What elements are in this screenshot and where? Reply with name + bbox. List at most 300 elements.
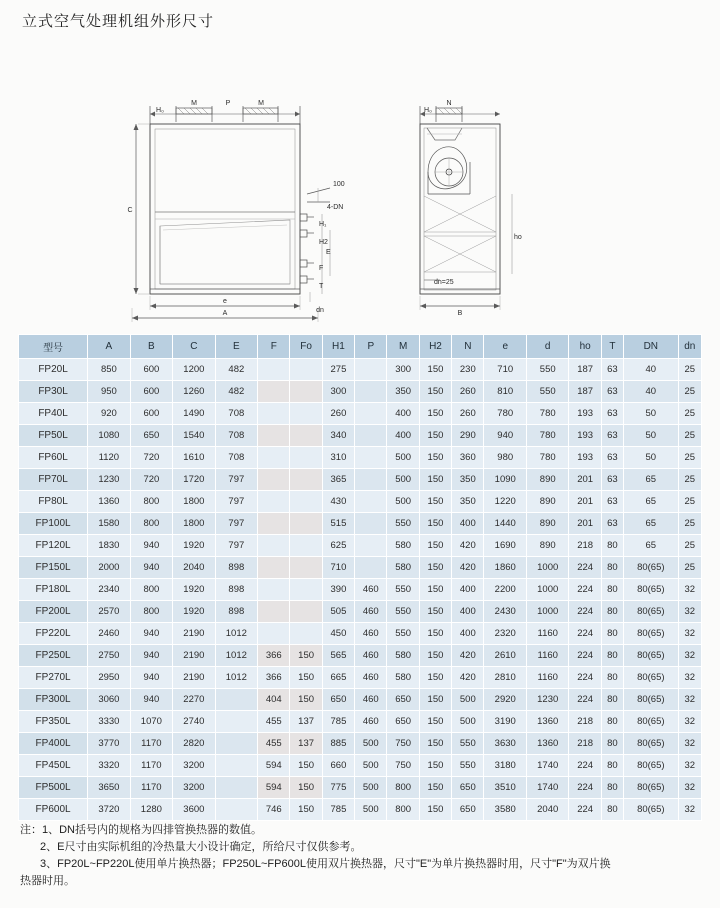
cell-dn: 80(65): [624, 755, 679, 777]
cell-e: 482: [215, 381, 257, 403]
cell-ho: 193: [569, 447, 601, 469]
cell-f: 594: [258, 755, 290, 777]
label-dn-front: dn: [316, 307, 324, 314]
cell-ho: 224: [569, 777, 601, 799]
cell-m: 500: [387, 491, 419, 513]
cell-e: 708: [215, 403, 257, 425]
cell-model: FP180L: [19, 579, 88, 601]
cell-ho: 224: [569, 689, 601, 711]
cell-b: 800: [130, 601, 172, 623]
cell-fo: [290, 513, 322, 535]
col-header-dn-small: dn: [678, 335, 701, 359]
cell-n: 400: [452, 579, 484, 601]
cell-model: FP70L: [19, 469, 88, 491]
cell-a: 1830: [88, 535, 130, 557]
table-row: [19, 755, 702, 777]
label-c: C: [127, 207, 133, 214]
cell-h2: 150: [419, 381, 451, 403]
cell-p: [355, 359, 387, 381]
cell-e: 2610: [484, 645, 526, 667]
cell-dn: 50: [624, 425, 679, 447]
cell-t: 80: [601, 711, 623, 733]
cell-fo: 150: [290, 667, 322, 689]
col-header-h2: H2: [419, 335, 451, 359]
cell-f: 455: [258, 733, 290, 755]
cell-h1: 365: [322, 469, 354, 491]
col-header-ho: ho: [569, 335, 601, 359]
cell-e: 3190: [484, 711, 526, 733]
table-row: [19, 425, 702, 447]
cell-dn: 80(65): [624, 689, 679, 711]
cell-f: [258, 425, 290, 447]
cell-model: FP80L: [19, 491, 88, 513]
col-header-model: 型号: [19, 335, 88, 359]
note-line-2: 2、E尺寸由实际机组的冷热量大小设计确定，所给尺寸仅供参考。: [40, 841, 362, 853]
cell-a: 3720: [88, 799, 130, 821]
cell-f: 404: [258, 689, 290, 711]
cell-p: 460: [355, 667, 387, 689]
cell-m: 400: [387, 425, 419, 447]
cell-d: 1360: [526, 711, 568, 733]
cell-n: 350: [452, 491, 484, 513]
col-header-f: F: [258, 335, 290, 359]
table-row: [19, 469, 702, 491]
cell-h2: 150: [419, 601, 451, 623]
cell-p: 460: [355, 623, 387, 645]
cell-h2: 150: [419, 447, 451, 469]
col-header-h1: H1: [322, 335, 354, 359]
cell-b: 800: [130, 513, 172, 535]
cell-t: 80: [601, 535, 623, 557]
cell-n: 500: [452, 689, 484, 711]
cell-d: 890: [526, 469, 568, 491]
col-header-b: B: [130, 335, 172, 359]
table-row: [19, 447, 702, 469]
cell-dn: 25: [678, 381, 701, 403]
cell-fo: [290, 381, 322, 403]
cell-p: 500: [355, 755, 387, 777]
cell-e: 898: [215, 579, 257, 601]
cell-d: 890: [526, 535, 568, 557]
cell-m: 800: [387, 799, 419, 821]
cell-dn: 80(65): [624, 733, 679, 755]
cell-b: 940: [130, 667, 172, 689]
cell-h1: 275: [322, 359, 354, 381]
cell-m: 650: [387, 689, 419, 711]
cell-d: 550: [526, 381, 568, 403]
cell-e: 780: [484, 403, 526, 425]
col-header-a: A: [88, 335, 130, 359]
cell-a: 1230: [88, 469, 130, 491]
cell-fo: 150: [290, 689, 322, 711]
cell-e: 810: [484, 381, 526, 403]
cell-model: FP100L: [19, 513, 88, 535]
cell-dn: 32: [678, 645, 701, 667]
cell-dn: 40: [624, 359, 679, 381]
cell-fo: 150: [290, 777, 322, 799]
cell-e: 898: [215, 557, 257, 579]
cell-d: 1000: [526, 557, 568, 579]
cell-ho: 224: [569, 601, 601, 623]
cell-n: 500: [452, 711, 484, 733]
cell-dn: 25: [678, 425, 701, 447]
cell-p: [355, 425, 387, 447]
cell-b: 650: [130, 425, 172, 447]
cell-dn: 25: [678, 447, 701, 469]
cell-h1: 885: [322, 733, 354, 755]
cell-b: 600: [130, 381, 172, 403]
table-row: [19, 711, 702, 733]
spec-table-wrap: [18, 334, 702, 821]
label-e: e: [223, 298, 227, 305]
cell-fo: 150: [290, 799, 322, 821]
cell-t: 80: [601, 579, 623, 601]
cell-h1: 390: [322, 579, 354, 601]
spec-table: [18, 334, 702, 821]
cell-d: 1160: [526, 645, 568, 667]
drawings-area: [0, 44, 720, 324]
cell-b: 1070: [130, 711, 172, 733]
cell-b: 600: [130, 403, 172, 425]
cell-m: 500: [387, 447, 419, 469]
cell-t: 63: [601, 359, 623, 381]
cell-p: [355, 557, 387, 579]
cell-h2: 150: [419, 513, 451, 535]
cell-c: 1610: [173, 447, 215, 469]
cell-c: 1920: [173, 601, 215, 623]
cell-p: 460: [355, 711, 387, 733]
cell-f: 455: [258, 711, 290, 733]
cell-d: 1160: [526, 623, 568, 645]
cell-h2: 150: [419, 491, 451, 513]
cell-p: [355, 469, 387, 491]
cell-h2: 150: [419, 733, 451, 755]
cell-h1: 775: [322, 777, 354, 799]
cell-e: 797: [215, 469, 257, 491]
cell-model: FP30L: [19, 381, 88, 403]
cell-a: 2950: [88, 667, 130, 689]
table-row: [19, 491, 702, 513]
table-row: [19, 381, 702, 403]
cell-h1: 430: [322, 491, 354, 513]
cell-h1: 300: [322, 381, 354, 403]
cell-b: 940: [130, 535, 172, 557]
cell-d: 1000: [526, 601, 568, 623]
cell-b: 1280: [130, 799, 172, 821]
label-b-bottom: B: [457, 310, 463, 317]
cell-n: 550: [452, 733, 484, 755]
cell-e: 1690: [484, 535, 526, 557]
cell-dn: 32: [678, 777, 701, 799]
cell-dn: 40: [624, 381, 679, 403]
cell-f: [258, 381, 290, 403]
cell-e: 1440: [484, 513, 526, 535]
cell-a: 2460: [88, 623, 130, 645]
cell-e: 708: [215, 425, 257, 447]
cell-c: 2190: [173, 667, 215, 689]
cell-a: 2000: [88, 557, 130, 579]
cell-a: 3770: [88, 733, 130, 755]
cell-t: 63: [601, 469, 623, 491]
cell-c: 3600: [173, 799, 215, 821]
cell-b: 600: [130, 359, 172, 381]
table-row: [19, 733, 702, 755]
cell-a: 3330: [88, 711, 130, 733]
cell-fo: [290, 579, 322, 601]
cell-h1: 450: [322, 623, 354, 645]
cell-c: 1260: [173, 381, 215, 403]
cell-d: 780: [526, 447, 568, 469]
cell-n: 260: [452, 403, 484, 425]
cell-t: 63: [601, 513, 623, 535]
cell-b: 800: [130, 491, 172, 513]
table-row: [19, 535, 702, 557]
col-header-c: C: [173, 335, 215, 359]
cell-c: 1540: [173, 425, 215, 447]
cell-f: 366: [258, 645, 290, 667]
label-h2: H2: [319, 239, 328, 246]
cell-n: 420: [452, 667, 484, 689]
page-title: 立式空气处理机组外形尺寸: [22, 13, 215, 30]
cell-b: 1170: [130, 755, 172, 777]
cell-h2: 150: [419, 689, 451, 711]
table-row: [19, 579, 702, 601]
cell-e: 797: [215, 535, 257, 557]
cell-a: 2340: [88, 579, 130, 601]
cell-d: 890: [526, 513, 568, 535]
cell-n: 400: [452, 623, 484, 645]
cell-h1: 515: [322, 513, 354, 535]
cell-h1: 710: [322, 557, 354, 579]
cell-n: 550: [452, 755, 484, 777]
cell-dn: 80(65): [624, 777, 679, 799]
cell-h1: 665: [322, 667, 354, 689]
cell-c: 2820: [173, 733, 215, 755]
cell-d: 1740: [526, 777, 568, 799]
cell-a: 950: [88, 381, 130, 403]
cell-d: 1360: [526, 733, 568, 755]
cell-p: [355, 513, 387, 535]
cell-fo: [290, 491, 322, 513]
cell-ho: 218: [569, 535, 601, 557]
cell-a: 2750: [88, 645, 130, 667]
cell-dn: 80(65): [624, 645, 679, 667]
cell-h1: 785: [322, 799, 354, 821]
col-header-m: M: [387, 335, 419, 359]
cell-n: 260: [452, 381, 484, 403]
cell-model: FP120L: [19, 535, 88, 557]
cell-p: 460: [355, 689, 387, 711]
table-row: [19, 513, 702, 535]
label-p: P: [225, 100, 231, 107]
cell-h1: 260: [322, 403, 354, 425]
cell-fo: [290, 469, 322, 491]
cell-dn: 32: [678, 733, 701, 755]
cell-h1: 625: [322, 535, 354, 557]
cell-n: 400: [452, 601, 484, 623]
cell-t: 63: [601, 381, 623, 403]
cell-t: 63: [601, 447, 623, 469]
table-row: [19, 359, 702, 381]
cell-f: [258, 491, 290, 513]
cell-dn: 32: [678, 799, 701, 821]
cell-dn: 65: [624, 513, 679, 535]
cell-p: 500: [355, 777, 387, 799]
cell-f: [258, 601, 290, 623]
cell-e: 940: [484, 425, 526, 447]
cell-e: [215, 711, 257, 733]
label-h1: H₁: [319, 221, 327, 228]
label-n: N: [446, 100, 452, 107]
cell-m: 350: [387, 381, 419, 403]
cell-e: 710: [484, 359, 526, 381]
cell-e: 2430: [484, 601, 526, 623]
cell-c: 1720: [173, 469, 215, 491]
cell-c: 1490: [173, 403, 215, 425]
table-row: [19, 777, 702, 799]
cell-ho: 187: [569, 359, 601, 381]
cell-m: 550: [387, 623, 419, 645]
cell-b: 940: [130, 645, 172, 667]
cell-fo: [290, 557, 322, 579]
cell-e: 708: [215, 447, 257, 469]
cell-p: [355, 491, 387, 513]
cell-h1: 310: [322, 447, 354, 469]
cell-p: 500: [355, 733, 387, 755]
cell-n: 420: [452, 535, 484, 557]
cell-ho: 218: [569, 711, 601, 733]
cell-dn: 32: [678, 601, 701, 623]
notes-block: [20, 822, 704, 890]
cell-p: 500: [355, 799, 387, 821]
cell-f: [258, 623, 290, 645]
cell-t: 80: [601, 601, 623, 623]
cell-c: 3200: [173, 755, 215, 777]
cell-m: 500: [387, 469, 419, 491]
cell-p: 460: [355, 601, 387, 623]
table-row: [19, 645, 702, 667]
cell-n: 360: [452, 447, 484, 469]
cell-m: 750: [387, 733, 419, 755]
cell-d: 780: [526, 403, 568, 425]
cell-model: FP40L: [19, 403, 88, 425]
cell-dn: 80(65): [624, 711, 679, 733]
cell-ho: 187: [569, 381, 601, 403]
cell-model: FP300L: [19, 689, 88, 711]
cell-ho: 224: [569, 667, 601, 689]
cell-e: 2810: [484, 667, 526, 689]
cell-m: 550: [387, 513, 419, 535]
cell-fo: [290, 535, 322, 557]
cell-h2: 150: [419, 777, 451, 799]
cell-f: [258, 535, 290, 557]
cell-n: 230: [452, 359, 484, 381]
cell-n: 420: [452, 645, 484, 667]
cell-e: [215, 799, 257, 821]
cell-e: 3580: [484, 799, 526, 821]
cell-e: 1012: [215, 623, 257, 645]
cell-e: 980: [484, 447, 526, 469]
cell-e: [215, 755, 257, 777]
cell-m: 650: [387, 711, 419, 733]
cell-dn: 25: [678, 491, 701, 513]
cell-m: 750: [387, 755, 419, 777]
cell-e: [215, 689, 257, 711]
cell-n: 650: [452, 799, 484, 821]
cell-d: 1160: [526, 667, 568, 689]
cell-ho: 193: [569, 403, 601, 425]
cell-h2: 150: [419, 425, 451, 447]
cell-p: [355, 535, 387, 557]
cell-dn: 32: [678, 689, 701, 711]
cell-dn: 25: [678, 513, 701, 535]
cell-h2: 150: [419, 623, 451, 645]
cell-d: 1230: [526, 689, 568, 711]
cell-ho: 218: [569, 733, 601, 755]
cell-b: 720: [130, 469, 172, 491]
cell-model: FP250L: [19, 645, 88, 667]
cell-ho: 224: [569, 755, 601, 777]
cell-dn: 32: [678, 579, 701, 601]
cell-e: 3180: [484, 755, 526, 777]
cell-n: 420: [452, 557, 484, 579]
label-e-dim: E: [326, 249, 331, 256]
cell-d: 780: [526, 425, 568, 447]
cell-f: 366: [258, 667, 290, 689]
cell-e: 1012: [215, 645, 257, 667]
cell-h1: 340: [322, 425, 354, 447]
cell-fo: 150: [290, 755, 322, 777]
label-h0-side: H₀: [424, 107, 432, 114]
note-line-3: 3、FP20L~FP220L使用单片换热器；FP250L~FP600L使用双片换热器，尺寸"E"为单片换热器时用，尺寸"F"为双片换: [40, 858, 611, 870]
col-header-e: E: [215, 335, 257, 359]
cell-d: 550: [526, 359, 568, 381]
cell-m: 580: [387, 667, 419, 689]
cell-dn: 80(65): [624, 623, 679, 645]
cell-e: 3630: [484, 733, 526, 755]
cell-c: 3200: [173, 777, 215, 799]
cell-t: 63: [601, 425, 623, 447]
spec-table-head: [19, 335, 702, 359]
cell-h2: 150: [419, 469, 451, 491]
cell-m: 300: [387, 359, 419, 381]
cell-h1: 565: [322, 645, 354, 667]
cell-e: [215, 733, 257, 755]
cell-model: FP20L: [19, 359, 88, 381]
cell-c: 1920: [173, 579, 215, 601]
label-4dn: 4-DN: [327, 204, 344, 211]
cell-fo: [290, 623, 322, 645]
label-m-right: M: [258, 100, 264, 107]
cell-n: 350: [452, 469, 484, 491]
cell-model: FP450L: [19, 755, 88, 777]
cell-dn: 80(65): [624, 601, 679, 623]
cell-h2: 150: [419, 535, 451, 557]
cell-f: [258, 359, 290, 381]
cell-ho: 224: [569, 623, 601, 645]
cell-p: 460: [355, 645, 387, 667]
cell-e: 2920: [484, 689, 526, 711]
table-row: [19, 623, 702, 645]
cell-a: 1360: [88, 491, 130, 513]
cell-model: FP350L: [19, 711, 88, 733]
cell-h2: 150: [419, 579, 451, 601]
cell-a: 850: [88, 359, 130, 381]
col-header-fo: Fo: [290, 335, 322, 359]
cell-a: 1120: [88, 447, 130, 469]
col-header-p: P: [355, 335, 387, 359]
cell-fo: [290, 359, 322, 381]
